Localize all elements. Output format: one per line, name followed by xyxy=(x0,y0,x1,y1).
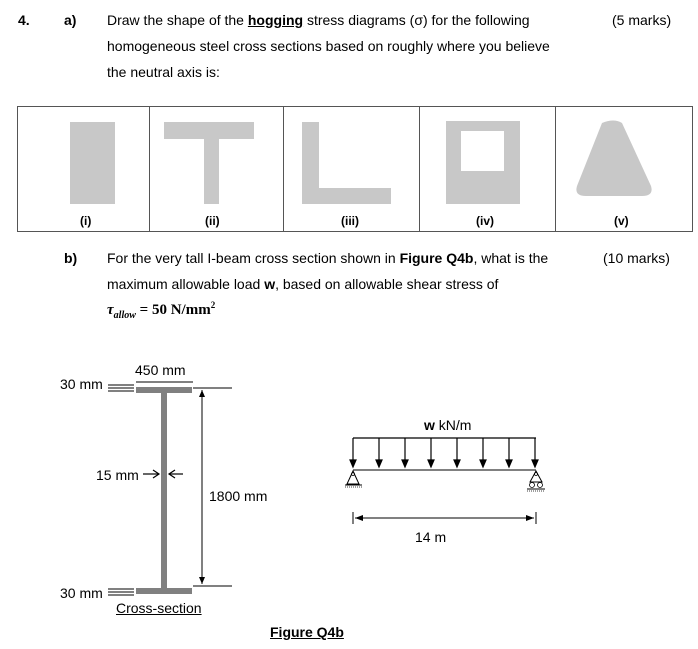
figure-caption: Figure Q4b xyxy=(270,624,344,640)
arrowhead-down xyxy=(199,577,205,584)
shapes-divider xyxy=(555,106,556,232)
part-b-line2 xyxy=(107,276,498,292)
roller-support-icon xyxy=(527,471,545,491)
part-a-label: a) xyxy=(64,12,77,28)
part-a-line1-pre: Draw the shape of the xyxy=(107,12,248,28)
shapes-divider xyxy=(419,106,420,232)
span-label: 14 m xyxy=(415,529,447,545)
tau-allow-equation xyxy=(107,300,215,321)
shape-label-iii: (iii) xyxy=(341,214,359,228)
part-b-label: b) xyxy=(64,250,78,266)
question-number: 4. xyxy=(18,12,30,28)
part-a-line1 xyxy=(107,12,530,28)
cross-section-label: Cross-section xyxy=(116,600,202,616)
web-thickness-label: 15 mm xyxy=(96,467,139,483)
arrowhead-right xyxy=(526,515,534,521)
beam-figure xyxy=(330,420,560,530)
part-b-line2-post: , based on allowable shear stress of xyxy=(275,276,499,292)
hogging-word: hogging xyxy=(247,12,304,28)
part-b-line1-pre: For the very tall I-beam cross section shown in xyxy=(107,250,400,266)
load-label-w: w xyxy=(424,417,435,433)
part-a-marks: (5 marks) xyxy=(612,12,672,28)
shape-hollow-box-void xyxy=(461,131,504,171)
tau-symbol: τ xyxy=(107,302,114,318)
part-a-line1-post: stress diagrams (σ) for the following xyxy=(303,12,530,28)
load-label xyxy=(424,417,471,433)
shape-label-i: (i) xyxy=(80,214,92,228)
shape-label-ii: (ii) xyxy=(205,214,220,228)
bottom-flange-thickness-label: 30 mm xyxy=(60,585,103,601)
part-b-marks: (10 marks) xyxy=(603,250,670,266)
top-flange-width-label: 450 mm xyxy=(135,362,186,378)
shape-t-web xyxy=(204,139,219,204)
shape-l-horizontal xyxy=(302,188,391,204)
shape-t-flange xyxy=(164,122,254,139)
shapes-divider xyxy=(283,106,284,232)
load-symbol: w xyxy=(264,276,276,292)
pin-support-icon xyxy=(345,471,362,487)
height-label: 1800 mm xyxy=(209,488,268,504)
arrowhead-up xyxy=(199,390,205,397)
load-arrows xyxy=(350,438,538,467)
part-b-line2-pre: maximum allowable load xyxy=(107,276,265,292)
shape-label-v: (v) xyxy=(614,214,629,228)
load-label-units: kN/m xyxy=(434,417,472,433)
bottom-flange xyxy=(136,588,192,594)
web xyxy=(161,393,167,588)
part-a-line2: homogeneous steel cross sections based on roughly where you believe xyxy=(107,38,550,54)
tau-exponent: 2 xyxy=(210,300,216,310)
top-flange xyxy=(136,387,192,393)
shape-rectangle xyxy=(70,122,115,204)
part-b-line1 xyxy=(107,250,548,266)
part-b-line1-post: , what is the xyxy=(473,250,549,266)
part-a-line3: the neutral axis is: xyxy=(107,64,220,80)
shape-label-iv: (iv) xyxy=(476,214,494,228)
shapes-divider xyxy=(149,106,150,232)
tau-subscript: allow xyxy=(113,310,136,321)
arrowhead-left xyxy=(355,515,363,521)
figure-ref: Figure Q4b xyxy=(399,250,474,266)
top-flange-thickness-label: 30 mm xyxy=(60,376,103,392)
shape-trapezoid xyxy=(572,120,656,198)
tau-value: = 50 N/mm xyxy=(139,302,211,318)
